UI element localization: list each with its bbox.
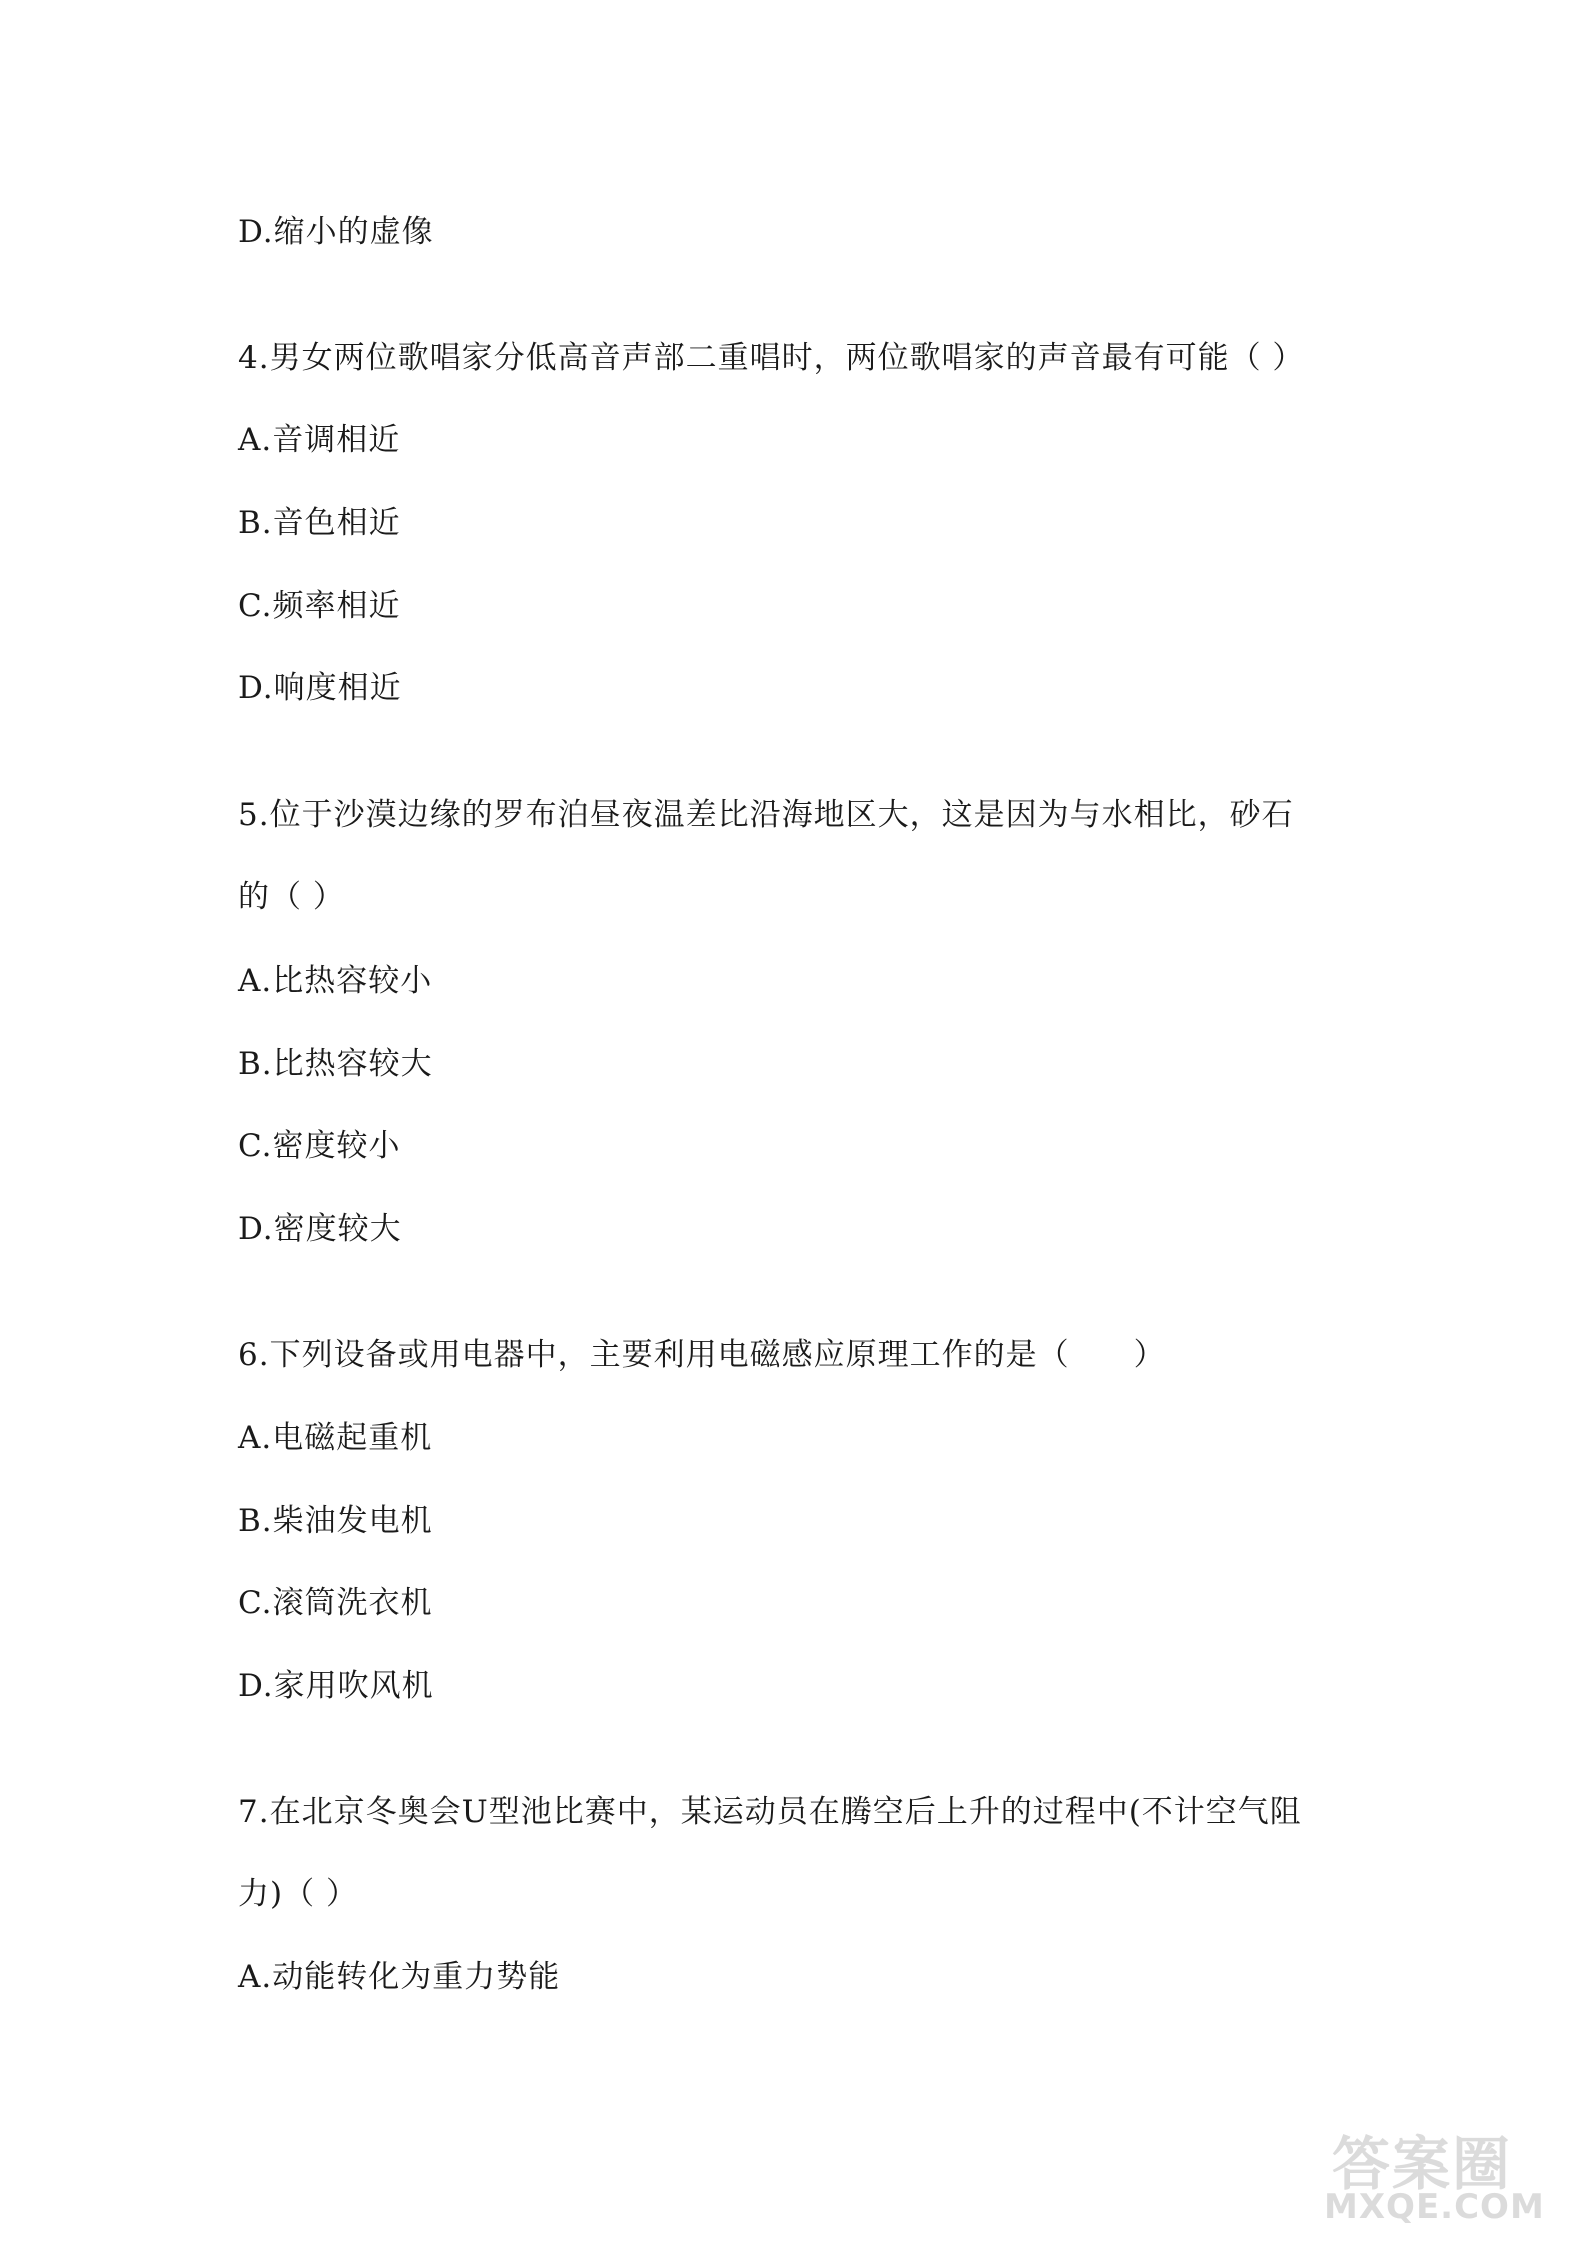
- q5-option-d: D.密度较大: [238, 1211, 402, 1247]
- q7-stem-line1: 7.在北京冬奥会U型池比赛中，某运动员在腾空后上升的过程中(不计空气阻: [238, 1794, 1302, 1830]
- q5-option-b: B.比热容较大: [238, 1046, 433, 1082]
- q6-option-d: D.家用吹风机: [238, 1668, 434, 1704]
- watermark-url: MXQE.COM: [1324, 2187, 1545, 2227]
- q4-option-b: B.音色相近: [238, 505, 401, 541]
- q4-option-d: D.响度相近: [238, 670, 402, 706]
- q5-option-a: A.比热容较小: [238, 963, 433, 999]
- q7-option-a: A.动能转化为重力势能: [238, 1959, 561, 1995]
- q4-option-c: C.频率相近: [238, 588, 401, 624]
- q6-option-c: C.滚筒洗衣机: [238, 1585, 433, 1621]
- q6-stem: 6.下列设备或用电器中，主要利用电磁感应原理工作的是（ ）: [238, 1337, 1166, 1373]
- q5-stem-line2: 的（ ）: [238, 879, 345, 915]
- q3-option-d: D.缩小的虚像: [238, 214, 434, 250]
- watermark-logo: [1304, 2111, 1569, 2231]
- q4-option-a: A.音调相近: [238, 422, 401, 458]
- q6-option-a: A.电磁起重机: [238, 1420, 433, 1456]
- q7-stem-line2: 力)（ ）: [238, 1876, 358, 1912]
- q4-stem: 4.男女两位歌唱家分低高音声部二重唱时，两位歌唱家的声音最有可能（ ）: [238, 340, 1305, 376]
- watermark-logo-text: 答案圈: [1332, 2130, 1513, 2198]
- q5-stem-line1: 5.位于沙漠边缘的罗布泊昼夜温差比沿海地区大，这是因为与水相比，砂石: [238, 797, 1294, 833]
- q5-option-c: C.密度较小: [238, 1128, 401, 1164]
- q6-option-b: B.柴油发电机: [238, 1503, 433, 1539]
